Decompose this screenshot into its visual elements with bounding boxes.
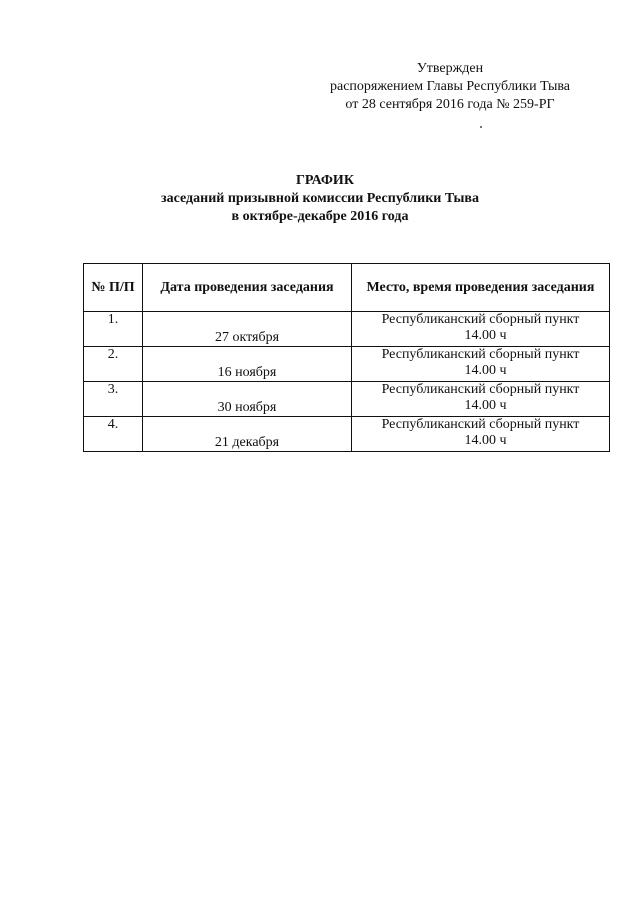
table-row: [84, 417, 610, 452]
row-place-time: [352, 312, 610, 347]
row-date: 16 ноября: [143, 347, 352, 382]
row-date: 27 октября: [143, 312, 352, 347]
row-number: 2.: [84, 347, 143, 382]
row-date: 30 ноября: [143, 382, 352, 417]
table-row: [84, 347, 610, 382]
row-date: 21 декабря: [143, 417, 352, 452]
title-subject: заседаний призывной комиссии Республики Тыва: [161, 191, 479, 206]
document-title: [0, 172, 640, 226]
row-time: 14.00 ч: [464, 363, 507, 378]
row-number: 4.: [84, 417, 143, 452]
title-heading: ГРАФИК: [296, 173, 354, 188]
row-time: 14.00 ч: [464, 398, 507, 413]
row-place-time: [352, 417, 610, 452]
row-place: Республиканский сборный пункт: [381, 312, 580, 327]
approval-line-approved: Утвержден: [416, 61, 484, 76]
row-place-time: [352, 347, 610, 382]
header-date: Дата проведения заседания: [143, 264, 352, 312]
row-number: 3.: [84, 382, 143, 417]
table-header-row: [84, 264, 610, 312]
approval-line-authority: распоряжением Главы Республики Тыва: [329, 79, 570, 94]
header-number: № П/П: [84, 264, 143, 312]
row-place: Республиканский сборный пункт: [381, 382, 580, 397]
row-time: 14.00 ч: [464, 433, 507, 448]
table-row: [84, 312, 610, 347]
table-row: [84, 382, 610, 417]
approval-stamp: [300, 60, 600, 114]
row-time: 14.00 ч: [464, 328, 507, 343]
title-period: в октябре-декабре 2016 года: [231, 209, 409, 224]
row-place: Республиканский сборный пункт: [381, 417, 580, 432]
approval-line-date-number: от 28 сентября 2016 года № 259-РГ: [345, 97, 555, 112]
row-place: Республиканский сборный пункт: [381, 347, 580, 362]
header-place-time: Место, время проведения заседания: [352, 264, 610, 312]
scan-speck: [480, 126, 482, 128]
schedule-table: [83, 263, 610, 452]
row-number: 1.: [84, 312, 143, 347]
row-place-time: [352, 382, 610, 417]
